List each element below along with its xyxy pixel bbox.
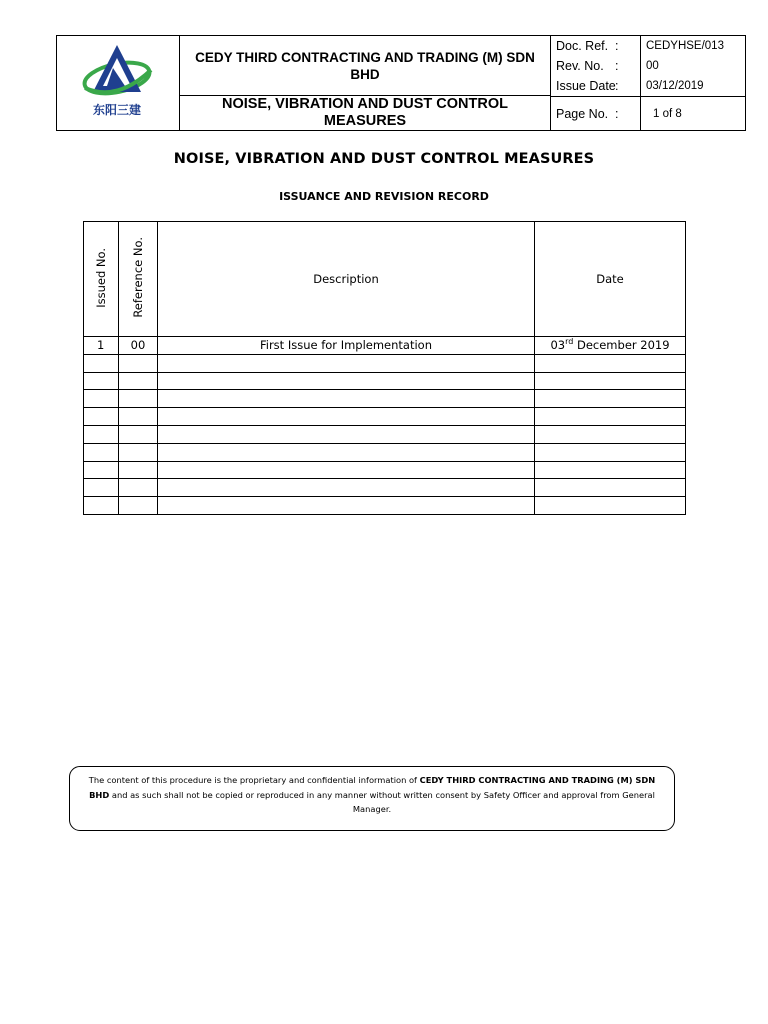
logo-text: 东阳三建 [92,103,142,117]
page-no-value: 1 of 8 [641,96,745,130]
issue-date-label: Issue Date : [551,76,641,96]
doc-ref-value: CEDYHSE/013 [646,40,724,52]
revision-record-table [83,221,686,515]
page-no-label: Page No. : [551,96,641,130]
date-header: Date [535,222,686,337]
notice-company: CEDY THIRD CONTRACTING AND TRADING (M) SDN BHD [89,775,656,800]
table-row [84,425,686,443]
notice-text-before: The content of this procedure is the proprietary and confidential information of [88,775,420,785]
header-title: NOISE, VIBRATION AND DUST CONTROL MEASURES [180,96,551,130]
doc-ref-label: Doc. Ref. : [551,36,641,56]
issued-no-cell: 1 [84,337,119,355]
table-row [84,443,686,461]
description-header: Description [158,222,535,337]
issued-no-header: Issued No. [84,222,119,337]
table-row [84,408,686,426]
table-row [84,461,686,479]
rev-no-label: Rev. No. : [551,56,641,76]
document-header [56,35,746,131]
table-row [84,479,686,497]
table-row [84,390,686,408]
rev-no-value: 00 [646,60,659,72]
table-header-row [84,222,686,337]
table-row [84,337,686,355]
company-name: CEDY THIRD CONTRACTING AND TRADING (M) SDN BHD [180,36,551,96]
logo-icon [57,36,179,130]
reference-no-header: Reference No. [119,222,158,337]
date-cell: 03rd December 2019 [535,337,686,355]
document-title: NOISE, VIBRATION AND DUST CONTROL MEASURES [173,151,595,167]
reference-no-cell: 00 [119,337,158,355]
company-logo [57,36,180,130]
notice-text-after: and as such shall not be copied or reproduced in any manner without written consent by Safety Officer and approval from General Manager. [109,789,655,814]
section-subtitle: ISSUANCE AND REVISION RECORD [279,190,489,203]
table-row [84,354,686,372]
description-cell: First Issue for Implementation [158,337,535,355]
table-row [84,372,686,390]
confidentiality-notice [69,766,675,831]
issue-date-value: 03/12/2019 [646,80,704,92]
table-row [84,497,686,515]
